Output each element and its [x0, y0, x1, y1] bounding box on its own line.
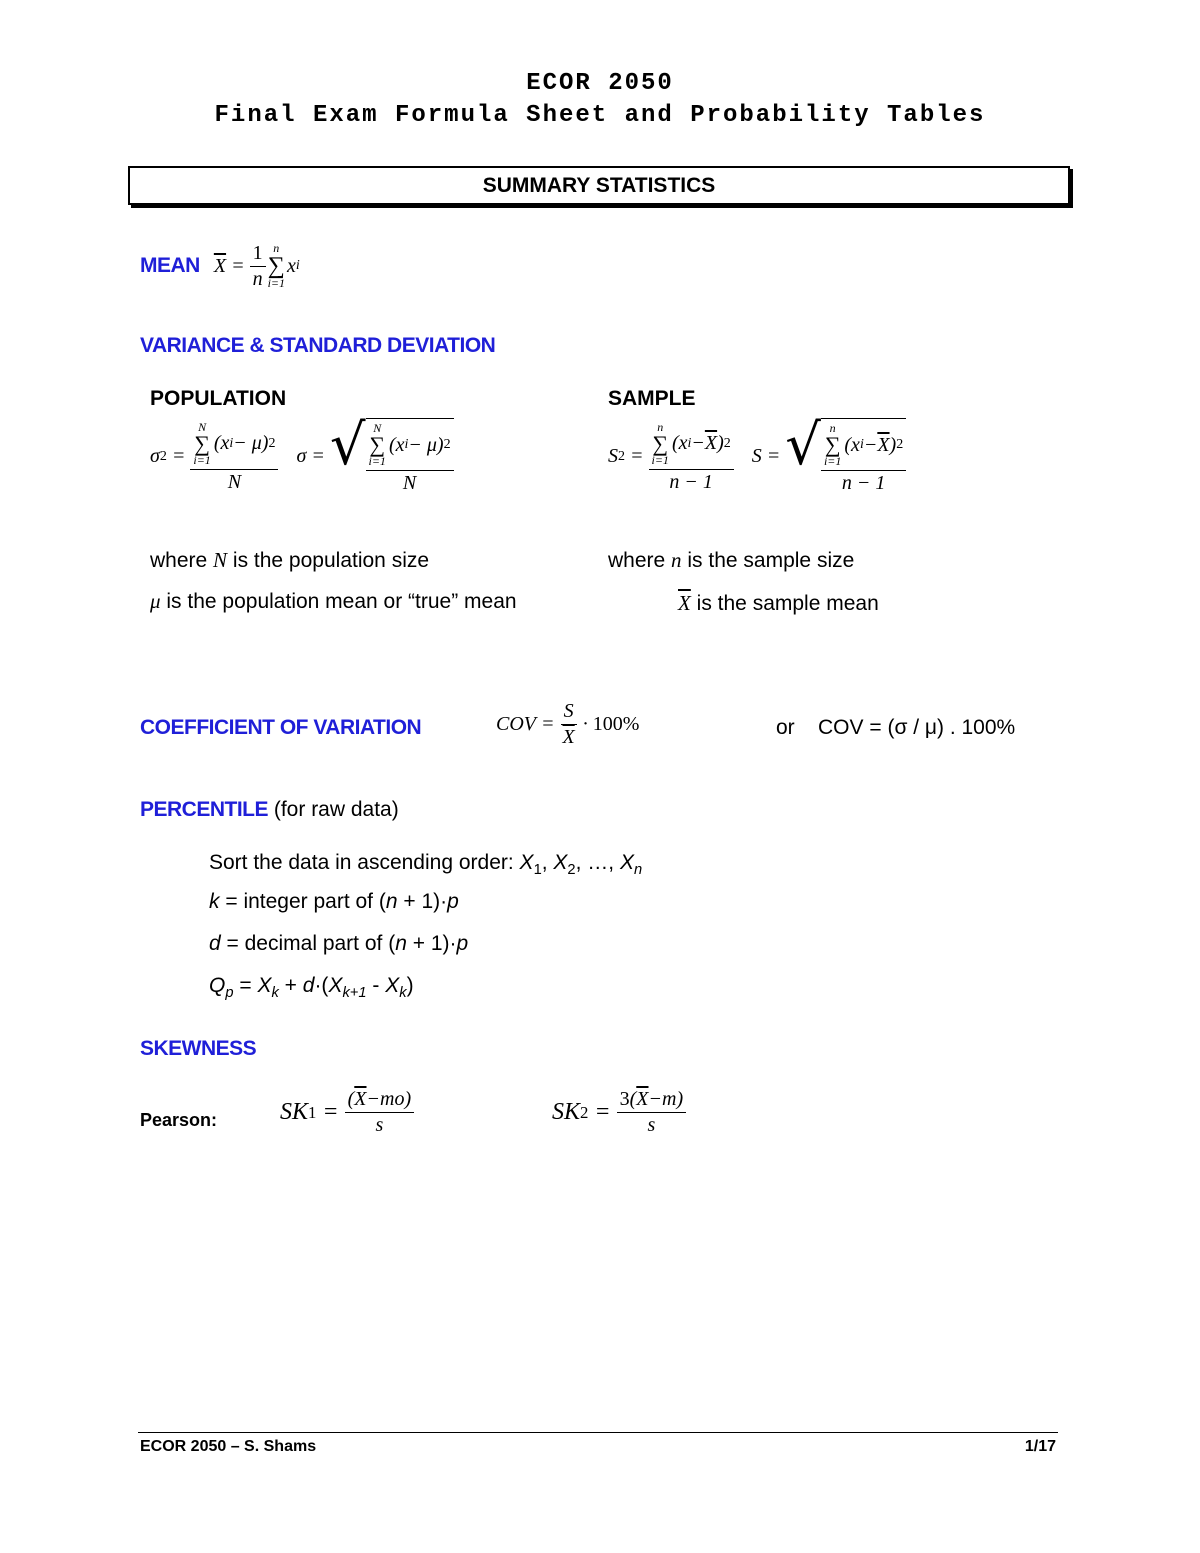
- cov-heading: COEFFICIENT OF VARIATION: [140, 716, 422, 739]
- skewness-heading: SKEWNESS: [140, 1037, 257, 1060]
- percentile-step-q: $Q_p = X_k + d\cdot(X_{k+1} - X_k)$: [209, 974, 414, 1002]
- percentile-step-d: d = decimal part of (n + 1)·p: [209, 932, 469, 955]
- percentile-heading-row: [140, 798, 399, 822]
- percentile-step-sort: Sort the data in ascending order: $X_1$, $X_2$, …, $X_n$: [209, 851, 643, 879]
- mean-label: MEAN: [140, 254, 200, 277]
- page-number: 1/17: [1024, 1438, 1056, 1455]
- cov-alt-formula: or COV = (σ / μ) . 100%: [776, 716, 1016, 739]
- percentile-heading-suffix: (for raw data): [273, 798, 399, 821]
- course-code: ECOR 2050: [526, 70, 674, 97]
- variance-heading: VARIANCE & STANDARD DEVIATION: [140, 334, 496, 357]
- sample-note-mean: $\overline{X}$ is the sample mean: [678, 591, 879, 615]
- cov-formula: COV = $\frac{S}{X}$ · 100%: [496, 700, 640, 748]
- sk2-formula: SK 2 = $\frac{3(\overline{X}-m)}{s}$: [552, 1088, 686, 1137]
- population-note-mean: μ is the population mean or “true” mean: [150, 589, 517, 613]
- population-variance-formula: σ 2 = N ∑ i=1 (x i − μ) 2 N σ = √ N ∑ i=1 (x i − μ) 2 N: [150, 418, 454, 495]
- percentile-step-k: k = integer part of (n + 1)·p: [209, 890, 459, 913]
- population-label: POPULATION: [150, 387, 287, 410]
- mean-formula: $\overline{X}$ = $\frac{1}{n}$ n ∑ i=1 x i: [213, 241, 300, 290]
- mean-row: [140, 236, 300, 296]
- section-box-summary-statistics: SUMMARY STATISTICS: [128, 166, 1070, 205]
- sample-variance-formula: S 2 = n ∑ i=1 (x i − $\overline{X}$ ) 2 n − 1 S = √ n ∑ i=1 (x i − $\overline{X}$ ) 2 n − 1: [608, 418, 906, 495]
- footer-left: ECOR 2050 – S. Shams: [140, 1438, 317, 1455]
- pearson-label: Pearson:: [140, 1110, 218, 1130]
- document-title: Final Exam Formula Sheet and Probability Tables: [214, 102, 986, 129]
- percentile-heading: PERCENTILE: [140, 798, 269, 821]
- sample-note-size: where n is the sample size: [608, 548, 855, 572]
- sample-label: SAMPLE: [608, 387, 696, 410]
- population-note-size: where N is the population size: [150, 548, 430, 572]
- footer-divider: [138, 1432, 1058, 1433]
- sk1-formula: SK 1 = $\frac{(\overline{X}-mo)}{s}$: [280, 1088, 414, 1137]
